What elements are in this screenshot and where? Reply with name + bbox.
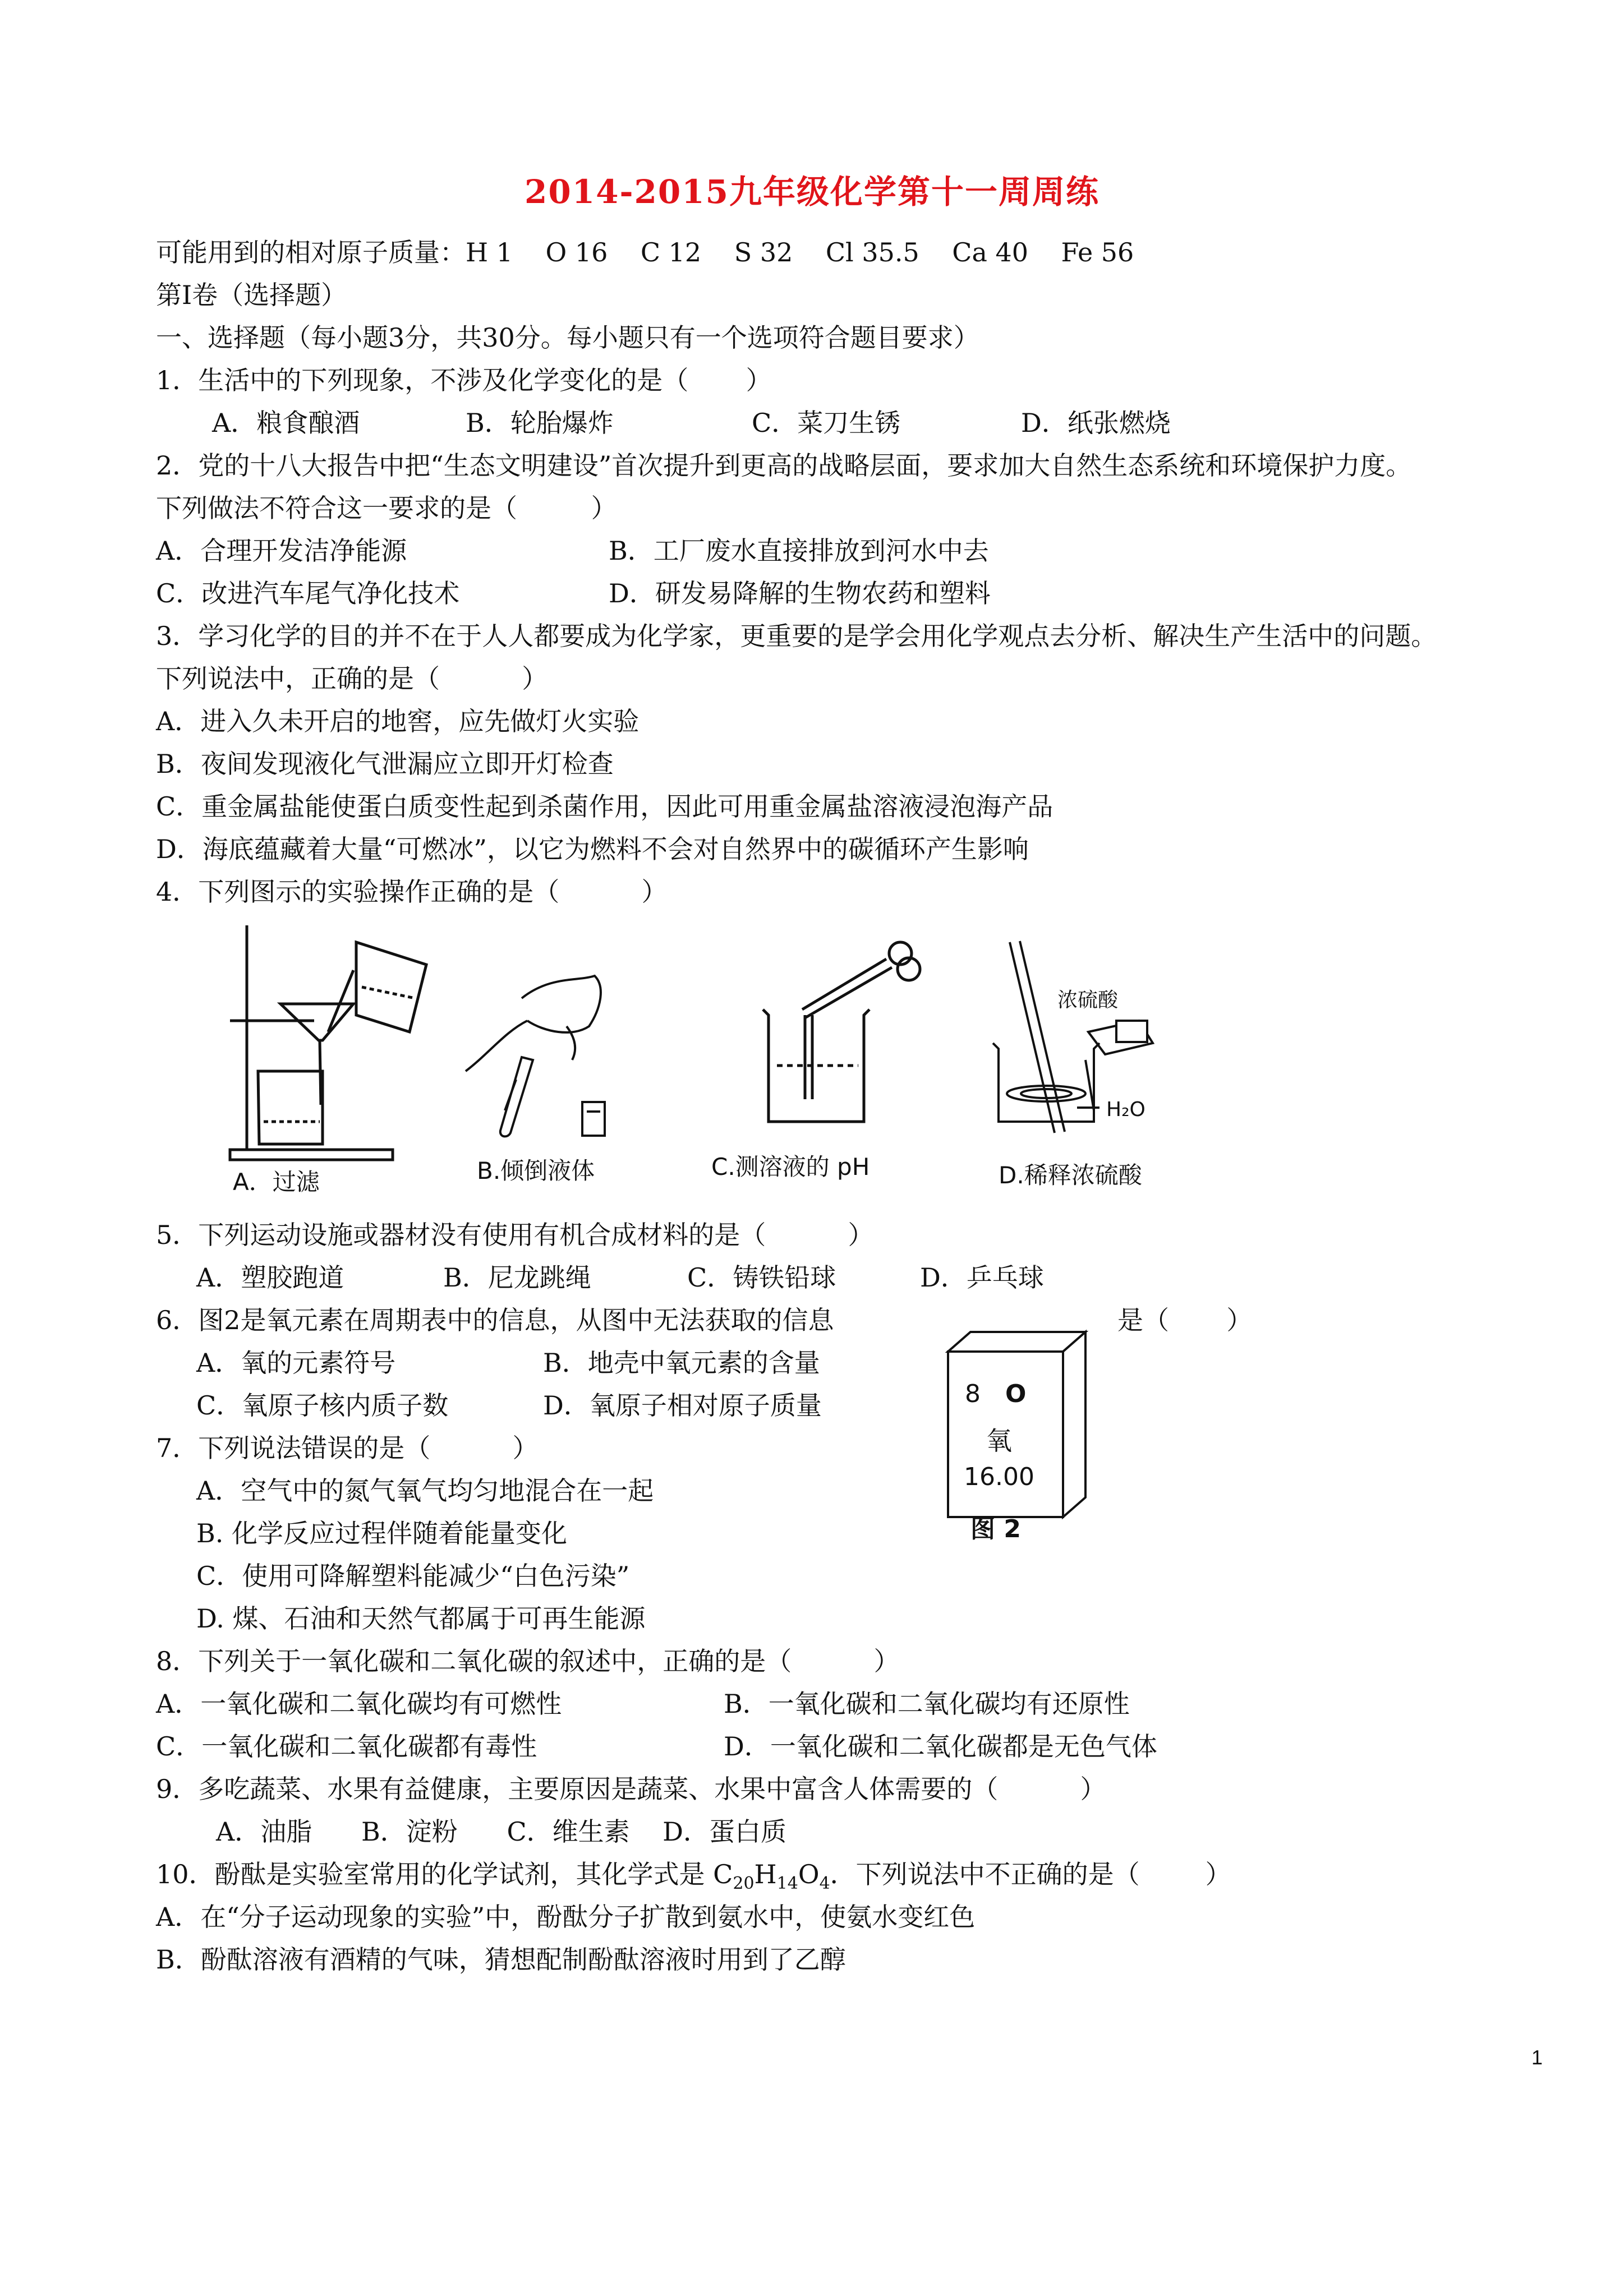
q2-stem-1: 2．党的十八大报告中把“生态文明建设”首次提升到更高的战略层面，要求加大自然生态系统和环境保护力度。 bbox=[156, 450, 1412, 481]
figure-2-caption: 图 2 bbox=[970, 1515, 1021, 1543]
caption-pouring: B.倾倒液体 bbox=[477, 1157, 595, 1184]
q9-options: A．油脂 B．淀粉 C．维生素 D．蛋白质 bbox=[216, 1816, 787, 1847]
q8-option-b: B．一氧化碳和二氧化碳均有还原性 bbox=[724, 1689, 1130, 1719]
q6-stem: 6．图2是氧元素在周期表中的信息，从图中无法获取的信息 bbox=[156, 1305, 834, 1335]
q5-stem: 5．下列运动设施或器材没有使用有机合成材料的是（ ） bbox=[156, 1220, 874, 1250]
q10-option-a: A．在“分子运动现象的实验”中，酚酞分子扩散到氨水中，使氨水变红色 bbox=[156, 1902, 976, 1932]
ph-test-figure bbox=[746, 937, 931, 1138]
volume-heading: 第Ⅰ卷（选择题） bbox=[156, 280, 347, 310]
q6-option-d: D．氧原子相对原子质量 bbox=[543, 1390, 822, 1421]
q8-stem: 8．下列关于一氧化碳和二氧化碳的叙述中，正确的是（ ） bbox=[156, 1646, 900, 1676]
caption-ph: C.测溶液的 pH bbox=[711, 1153, 870, 1181]
q5-option-c: C．铸铁铅球 bbox=[687, 1262, 836, 1293]
q3-option-b: B．夜间发现液化气泄漏应立即开灯检查 bbox=[156, 749, 614, 779]
label-water: H₂O bbox=[1106, 1098, 1145, 1121]
label-concentrated-acid: 浓硫酸 bbox=[1057, 989, 1119, 1012]
q7-option-a: A．空气中的氮气氧气均匀地混合在一起 bbox=[196, 1476, 654, 1506]
page-title: 2014-2015九年级化学第十一周周练 bbox=[525, 173, 1099, 211]
section-heading: 一、选择题（每小题3分，共30分。每小题只有一个选项符合题目要求） bbox=[156, 322, 979, 353]
q3-stem-2: 下列说法中，正确的是（ ） bbox=[156, 663, 548, 694]
q1-option-b: B．轮胎爆炸 bbox=[466, 408, 614, 438]
element-symbol: O bbox=[1005, 1380, 1027, 1408]
q7-stem: 7．下列说法错误的是（ ） bbox=[156, 1433, 539, 1463]
dilute-acid-figure bbox=[987, 931, 1200, 1144]
q3-option-a: A．进入久未开启的地窖，应先做灯火实验 bbox=[156, 706, 640, 736]
q8-option-c: C．一氧化碳和二氧化碳都有毒性 bbox=[156, 1731, 537, 1762]
q8-option-a: A．一氧化碳和二氧化碳均有可燃性 bbox=[156, 1689, 562, 1719]
q6-option-a: A．氧的元素符号 bbox=[196, 1348, 396, 1378]
q8-option-d: D．一氧化碳和二氧化碳都是无色气体 bbox=[724, 1731, 1157, 1762]
caption-filtration: A．过滤 bbox=[233, 1168, 320, 1196]
q2-stem-2: 下列做法不符合这一要求的是（ ） bbox=[156, 493, 617, 523]
q7-option-d: D. 煤、石油和天然气都属于可再生能源 bbox=[196, 1603, 646, 1634]
q5-option-b: B．尼龙跳绳 bbox=[443, 1262, 591, 1293]
q7-option-c: C．使用可降解塑料能减少“白色污染” bbox=[196, 1561, 630, 1591]
q1-stem: 1．生活中的下列现象，不涉及化学变化的是（ ） bbox=[156, 365, 772, 395]
q6-stem-end: 是（ ） bbox=[1117, 1305, 1253, 1335]
q5-option-a: A．塑胶跑道 bbox=[196, 1262, 344, 1293]
q3-stem-1: 3．学习化学的目的并不在于人人都要成为化学家，更重要的是学会用化学观点去分析、解决生产生活中的问题。 bbox=[156, 621, 1437, 651]
q3-option-d: D．海底蕴藏着大量“可燃冰”，以它为燃料不会对自然界中的碳循环产生影响 bbox=[156, 834, 1029, 864]
element-atomic-number: 8 bbox=[965, 1380, 981, 1408]
filtration-figure bbox=[219, 920, 454, 1167]
q10-option-b: B．酚酞溶液有酒精的气味，猜想配制酚酞溶液时用到了乙醇 bbox=[156, 1944, 846, 1975]
q6-option-c: C．氧原子核内质子数 bbox=[196, 1390, 449, 1421]
element-name: 氧 bbox=[986, 1426, 1012, 1456]
q10-stem: 10．酚酞是实验室常用的化学试剂，其化学式是 $C_{20}H_{14}O_4$．下列说法中不正确的是（ ） bbox=[156, 1859, 1231, 1894]
q1-option-c: C．菜刀生锈 bbox=[752, 408, 901, 438]
element-mass: 16.00 bbox=[964, 1463, 1034, 1491]
q2-option-c: C．改进汽车尾气净化技术 bbox=[156, 578, 460, 608]
page-number: 1 bbox=[1531, 2046, 1543, 2069]
oxygen-element-tile bbox=[942, 1329, 1094, 1525]
q1-option-d: D．纸张燃烧 bbox=[1021, 408, 1171, 438]
q5-option-d: D．乒乓球 bbox=[920, 1262, 1044, 1293]
atomic-mass-line: 可能用到的相对原子质量：H 1 O 16 C 12 S 32 Cl 35.5 Ca 40 Fe 56 bbox=[156, 237, 1134, 268]
q2-option-d: D．研发易降解的生物农药和塑料 bbox=[609, 578, 991, 608]
q4-stem: 4．下列图示的实验操作正确的是（ ） bbox=[156, 877, 668, 907]
q2-option-b: B．工厂废水直接排放到河水中去 bbox=[609, 536, 989, 566]
q7-option-b: B. 化学反应过程伴随着能量变化 bbox=[196, 1518, 568, 1548]
q1-option-a: A．粮食酿酒 bbox=[212, 408, 360, 438]
q2-option-a: A．合理开发洁净能源 bbox=[156, 536, 407, 566]
q9-stem: 9．多吃蔬菜、水果有益健康，主要原因是蔬菜、水果中富含人体需要的（ ） bbox=[156, 1774, 1106, 1804]
caption-dilute: D.稀释浓硫酸 bbox=[999, 1161, 1142, 1189]
pouring-liquid-figure bbox=[454, 965, 634, 1144]
q6-option-b: B．地壳中氧元素的含量 bbox=[543, 1348, 820, 1378]
q3-option-c: C．重金属盐能使蛋白质变性起到杀菌作用，因此可用重金属盐溶液浸泡海产品 bbox=[156, 791, 1053, 822]
